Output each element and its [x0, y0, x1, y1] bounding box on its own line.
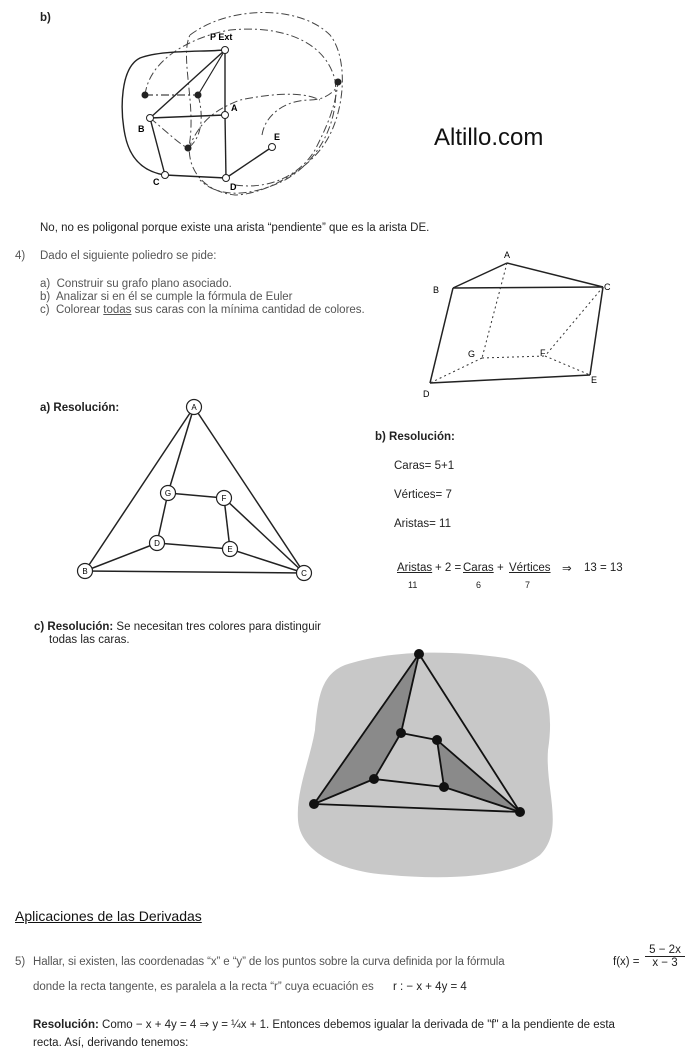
- svg-text:C: C: [604, 282, 611, 292]
- caras-count: Caras= 5+1: [394, 460, 455, 472]
- inner-curve-2: [262, 82, 338, 135]
- svg-text:F: F: [540, 348, 546, 358]
- edge-b-a: [150, 115, 225, 118]
- svg-text:G: G: [468, 349, 476, 359]
- vertex-c: [162, 172, 169, 179]
- vertex-b: [147, 115, 154, 122]
- vertex-d: [223, 175, 230, 182]
- vertices-count: Vértices= 7: [394, 489, 452, 501]
- svg-text:D: D: [154, 539, 160, 548]
- res-b-label: b) Resolución:: [375, 431, 455, 443]
- aristas-count: Aristas= 11: [394, 518, 451, 530]
- fx-label: f(x) =: [613, 956, 640, 968]
- r-equation: r : − x + 4y = 4: [393, 981, 467, 993]
- graph-figure-3b: [0, 0, 700, 220]
- ex5-text: Hallar, si existen, las coordenadas “x” e “y” de los puntos sobre la curva definida por la fórmula: [33, 956, 505, 968]
- label-e: E: [274, 132, 281, 142]
- ex4-item-a: a) Construir su grafo plano asociado.: [40, 278, 232, 290]
- edge-c-d: [165, 175, 226, 178]
- res-c: c) Resolución: Se necesitan tres colores para distinguir todas las caras.: [34, 621, 321, 646]
- svg-text:C: C: [301, 569, 307, 578]
- edge-d-e: [226, 147, 272, 178]
- inner-curve: [188, 94, 320, 150]
- dual-dot: [185, 145, 192, 152]
- svg-text:F: F: [221, 494, 227, 503]
- svg-text:E: E: [591, 375, 598, 385]
- edge-pext-dot: [198, 50, 225, 95]
- edge-a-d: [225, 115, 226, 178]
- label-pext: P Ext: [210, 32, 233, 42]
- label-d: D: [230, 182, 237, 192]
- svg-text:B: B: [433, 285, 440, 295]
- ex4-item-c: c) Colorear todas sus caras con la mínima cantidad de colores.: [40, 304, 365, 316]
- shaded-region: [298, 653, 553, 878]
- svg-text:A: A: [191, 403, 197, 412]
- watermark: Altillo.com: [434, 124, 544, 151]
- polyhedron-figure: [0, 245, 700, 405]
- dual-dot: [335, 79, 342, 86]
- fx-fraction: $\frac{5 - 2x}{x - 3}$: [645, 944, 685, 969]
- res-a-label: a) Resolución:: [40, 402, 120, 414]
- ex5-line2: donde la recta tangente, es paralela a la recta “r” cuya ecuación es: [33, 981, 374, 993]
- ex4-number: 4): [15, 250, 26, 262]
- svg-text:G: G: [164, 489, 172, 498]
- colored-graph-figure: [0, 630, 700, 890]
- svg-text:D: D: [423, 389, 430, 399]
- section-title: Aplicaciones de las Derivadas: [15, 908, 202, 924]
- solid-boundary: [122, 50, 225, 175]
- dual-dot: [195, 92, 202, 99]
- part-b-label: b): [40, 12, 51, 24]
- label-a: A: [231, 103, 238, 113]
- vertex-pext: [222, 47, 229, 54]
- dash-edge-b: [150, 118, 188, 148]
- ex3-answer: No, no es poligonal porque existe una arista “pendiente” que es la arista DE.: [40, 222, 430, 234]
- ex4-statement: Dado el siguiente poliedro se pide:: [40, 250, 217, 262]
- vertex-e: [269, 144, 276, 151]
- ex5-resolution: Resolución: Como − x + 4y = 4 ⇒ y = ¼x + 1. Entonces debemos igualar la derivada de "f" a la pendiente de esta recta. Así, derivando tenemos:: [33, 1019, 615, 1049]
- edge-b-c: [150, 118, 165, 175]
- edge-pext-b: [150, 50, 225, 118]
- ex5-number: 5): [15, 956, 26, 968]
- svg-text:E: E: [227, 545, 233, 554]
- svg-text:B: B: [82, 567, 88, 576]
- label-b: B: [138, 124, 145, 134]
- dual-dot: [142, 92, 149, 99]
- label-c: C: [153, 177, 160, 187]
- svg-text:A: A: [504, 250, 511, 260]
- ex4-item-b: b) Analizar si en él se cumple la fórmula de Euler: [40, 291, 293, 303]
- vertex-a: [222, 112, 229, 119]
